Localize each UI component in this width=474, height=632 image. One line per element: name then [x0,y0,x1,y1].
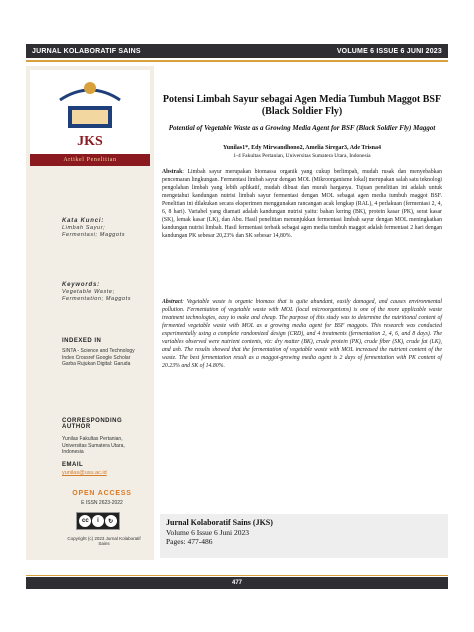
corresponding-label: CORRESPONDING AUTHOR [62,418,123,430]
author-list: Yunilas1*, Edy Mirwandhono2, Amelia Siregar3, Ade Trisna4 [223,145,381,151]
keywords-en-values: Vegetable Waste; Fermentation; Maggots [62,289,132,302]
corresponding-author: Yunilas Fakultas Pertanian, Universitas Sumatera Utara, Indonesia [62,436,125,455]
keywords-label: Kata Kunci: [62,218,105,224]
journal-info-issue: Volume 6 Issue 6 Juni 2023 [166,528,249,537]
abstract-text: : Vegetable waste is organic biomass that is quite abundant, easily damaged, and causes environmental pollution. Fermentation of vegetable waste with MOL (local microorganisms) is one of the more applicable waste treatment technologies, easy to make and cheap. The purpose of this study was to determine the nutritional content of fermented vegetable waste with MOL as a growing media agent for BSF maggots. This research was conducted experimentally using a complete randomized design (CRD), and 4 treatments (fermentation 2, 4, 6, and 8 days). The variables observed were nutrient contents, viz: dry matter (BK), crude protein (PK), crude fiber (SK), crude fat (LK), and ash. The results showed that the fermentation of vegetable waste with MOL increased the nutrient content of the waste. The best fermentation result as a maggot-growing media agent is 2 days of fermentation with PK content of 20.23% and SK of 14.80%. [162,299,442,369]
by-icon: i [92,515,104,527]
journal-name: JURNAL KOLABORATIF SAINS [32,47,141,55]
volume-label: VOLUME 6 ISSUE 6 JUNI 2023 [336,47,442,55]
indexed-list: SINTA - Science and Technology Index Crossref Google Scholar Garba Rujukan Digital: Garuda [62,348,135,367]
article-subtitle: Potential of Vegetable Waste as a Growing Media Agent for BSF (Black Soldier Fly) Maggot [168,124,436,132]
copyright-text: Copyright (c) 2023 Jurnal Kolaboratif Sains [67,536,141,546]
jks-logo [30,70,150,154]
abstract-label: Abstract [162,299,182,305]
sa-icon: ↻ [105,515,117,527]
journal-info-pages: Pages: 477-486 [166,537,213,546]
journal-header-bar [26,44,448,58]
page-number: 477 [231,580,242,586]
open-access-label: OPEN ACCESS [72,490,132,497]
affiliation: 1-4 Fakultas Pertanian, Universitas Sumatera Utara, Indonesia [233,153,371,159]
cc-icon: cc [79,515,91,527]
indexed-label: INDEXED IN [62,338,102,344]
footer-divider [26,575,448,576]
keywords-en-block [62,282,142,303]
abstrak-text: : Limbah sayur merupakan biomassa organik yang cukup berlimpah, mudah rusak dan menyebabkan pencemaran lingkungan. Fermentasi limbah sayur dengan MOL (Mikroorganisme lokal) merupakan salah satu teknologi pengolahan limbah yang lebih aplikatif, mudah dibuat dan murah harganya. Tujuan penelitian ini adalah untuk mengetahui kandungan nutrisi limbah sayur fermentasi dengan MOL sebagai agen media tumbuh maggot BSF. Penelitian ini dilakukan secara eksperimen menggunakan rancangan acak lengkap (RAL), 4 perlakuan (fermentasi 2, 4, 6, 8 hari). Variabel yang diamati adalah kandungan nutrisi yaitu: bahan kering (BK), protein kasar (PK), serat kasar (SK), lemak kasar (LK), dan Abu. Hasil penelitian menunjukkan fermentasi limbah sayur dengan MOL meningkatkan kandungan nutrisi limbah. Hasil fermentasi terbaik sebagai agen media tumbuh maggot adalah fermentasi 2 hari dengan kandungan PK sebesar 20,23% dan SK sebesar 14,80%. [162,169,442,239]
keywords-block [62,218,142,239]
abstrak-paragraph [162,168,442,240]
logo-text: JKS [77,134,103,149]
journal-info-block [160,514,448,558]
book-tree-logo-icon [30,70,150,154]
keywords-values: Limbah Sayur; Fermentasi; Maggots [62,225,126,238]
cc-license-badge[interactable] [76,512,120,530]
article-type-label: Artikel Penelitian [63,157,117,163]
page-number-bar [26,577,448,589]
abstrak-label: Abstrak [162,169,183,175]
header-divider [26,60,448,62]
article-type-band [30,154,150,166]
abstract-paragraph [162,298,442,370]
email-label: EMAIL [62,462,84,468]
eissn-label: E ISSN 2623-2022 [81,500,123,506]
article-title: Potensi Limbah Sayur sebagai Agen Media Tumbuh Maggot BSF (Black Soldier Fly) [162,94,442,117]
journal-info-name: Jurnal Kolaboratif Sains (JKS) [166,518,273,527]
keywords-en-label: Keywords: [62,282,100,288]
email-link[interactable]: yunilas@usu.ac.id [62,470,107,476]
